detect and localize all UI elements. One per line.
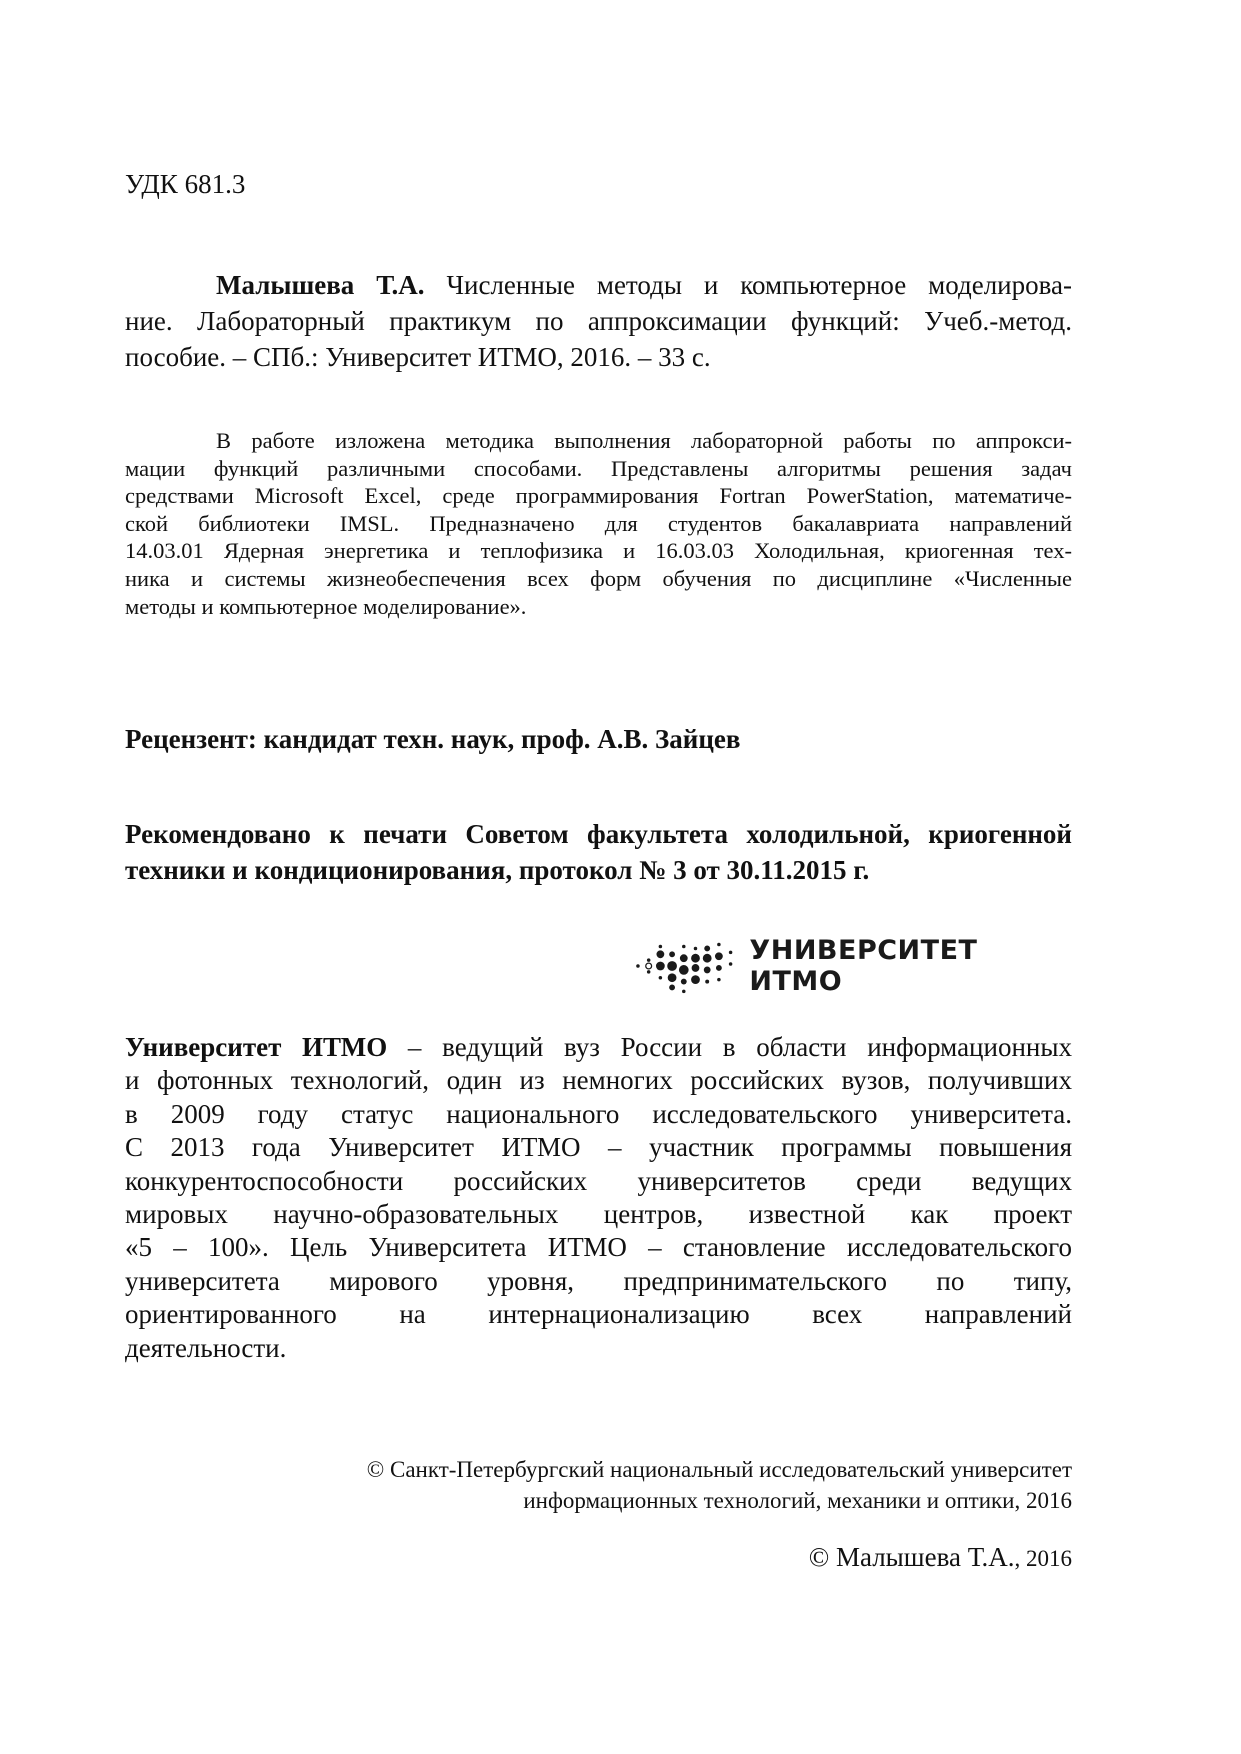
citation-author: Малышева Т.А. bbox=[216, 270, 425, 300]
about-lead: Университет ИТМО bbox=[125, 1032, 388, 1062]
about-line: С 2013 года Университет ИТМО – участник программы повышения bbox=[125, 1132, 1072, 1163]
udk-code: УДК 681.3 bbox=[125, 169, 246, 199]
itmo-dots-icon bbox=[636, 938, 737, 994]
abstract-line: ской библиотеки IMSL. Предназначено для студентов бакалавриата направлений bbox=[125, 510, 1072, 536]
about-university bbox=[125, 1031, 1072, 1365]
about-line: университета мирового уровня, предпринимательского по типу, bbox=[125, 1265, 1072, 1296]
abstract-line: В работе изложена методика выполнения лабораторной работы по аппрокси- bbox=[216, 428, 1072, 453]
citation-line: Численные методы и компьютерное моделирова- bbox=[424, 270, 1072, 300]
abstract-line: методы и компьютерное моделирование». bbox=[125, 593, 527, 619]
about-line: в 2009 году статус национального исследовательского университета. bbox=[125, 1098, 1072, 1129]
copyright-author-year: , 2016 bbox=[1014, 1546, 1072, 1571]
copyright-line: информационных технологий, механики и оптики, 2016 bbox=[523, 1488, 1072, 1513]
abstract-line: мации функций различными способами. Представлены алгоритмы решения задач bbox=[125, 455, 1072, 481]
copyright-author-name: © Малышева Т.А. bbox=[808, 1542, 1015, 1572]
bibliographic-citation bbox=[125, 267, 1072, 375]
abstract-line: ника и системы жизнеобеспечения всех форм обучения по дисциплине «Численные bbox=[125, 565, 1072, 591]
logo-wordmark: УНИВЕРСИТЕТ ИТМО bbox=[749, 935, 978, 997]
citation-line: ние. Лабораторный практикум по аппроксимации функций: Учеб.-метод. bbox=[125, 306, 1072, 336]
citation-line: пособие. – СПб.: Университет ИТМО, 2016. – 33 с. bbox=[125, 342, 711, 372]
itmo-logo bbox=[636, 936, 1072, 996]
copyright-author bbox=[125, 1540, 1072, 1576]
copyright-university bbox=[125, 1454, 1072, 1516]
reviewer: Рецензент: кандидат техн. наук, проф. А.В. Зайцев bbox=[125, 724, 741, 754]
recommendation-line: техники и кондиционирования, протокол № 3 от 30.11.2015 г. bbox=[125, 855, 870, 885]
about-line: – ведущий вуз России в области информационных bbox=[387, 1032, 1072, 1062]
recommendation bbox=[125, 816, 1072, 888]
abstract-line: 14.03.01 Ядерная энергетика и теплофизика и 16.03.03 Холодильная, криогенная тех- bbox=[125, 538, 1072, 564]
abstract-line: средствами Microsoft Excel, среде программирования Fortran PowerStation, математиче- bbox=[125, 483, 1072, 509]
copyright-line: © Санкт-Петербургский национальный исследовательский университет bbox=[366, 1457, 1072, 1482]
about-line: деятельности. bbox=[125, 1332, 287, 1363]
about-line: конкурентоспособности российских университетов среди ведущих bbox=[125, 1165, 1072, 1196]
about-line: и фотонных технологий, один из немногих российских вузов, получивших bbox=[125, 1065, 1072, 1096]
abstract bbox=[125, 427, 1072, 620]
about-line: ориентированного на интернационализацию всех направлений bbox=[125, 1299, 1072, 1330]
about-line: «5 – 100». Цель Университета ИТМО – становление исследовательского bbox=[125, 1232, 1072, 1263]
recommendation-line: Рекомендовано к печати Советом факультета холодильной, криогенной bbox=[125, 819, 1072, 849]
about-line: мировых научно-образовательных центров, известной как проект bbox=[125, 1199, 1072, 1230]
